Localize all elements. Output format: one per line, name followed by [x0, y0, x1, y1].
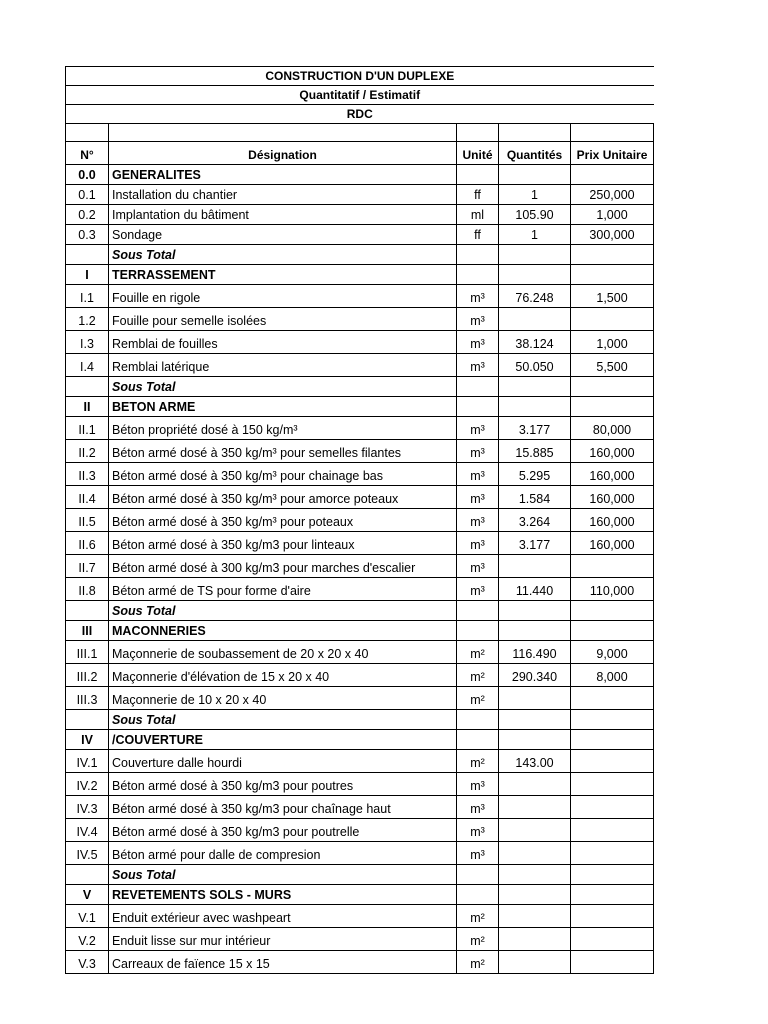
row-designation: Béton armé dosé à 350 kg/m³ pour semelles filantes	[109, 440, 457, 463]
row-unit-price	[571, 730, 654, 750]
table-row	[66, 664, 654, 687]
table-row	[66, 928, 654, 951]
table-row	[66, 463, 654, 486]
row-designation: Béton armé de TS pour forme d'aire	[109, 578, 457, 601]
row-unit-price	[571, 773, 654, 796]
table-row	[66, 819, 654, 842]
row-number: III	[66, 621, 109, 641]
row-number: IV.1	[66, 750, 109, 773]
row-unit: m³	[457, 532, 499, 555]
header-num: N°	[66, 142, 109, 165]
row-unit	[457, 621, 499, 641]
document-title: CONSTRUCTION D'UN DUPLEXE	[66, 67, 654, 86]
row-unit-price: 300,000	[571, 225, 654, 245]
row-unit: m³	[457, 354, 499, 377]
row-number: IV.4	[66, 819, 109, 842]
row-designation: Béton propriété dosé à 150 kg/m³	[109, 417, 457, 440]
row-unit-price	[571, 397, 654, 417]
row-unit-price: 1,000	[571, 331, 654, 354]
row-designation: Sous Total	[109, 377, 457, 397]
row-number: 0.3	[66, 225, 109, 245]
row-unit: m³	[457, 555, 499, 578]
row-unit-price: 1,500	[571, 285, 654, 308]
row-quantity: 5.295	[499, 463, 571, 486]
row-number	[66, 710, 109, 730]
section-row	[66, 621, 654, 641]
row-quantity	[499, 601, 571, 621]
row-number: 0.1	[66, 185, 109, 205]
row-quantity: 290.340	[499, 664, 571, 687]
row-unit: m³	[457, 819, 499, 842]
row-designation: Maçonnerie de 10 x 20 x 40	[109, 687, 457, 710]
row-unit-price	[571, 905, 654, 928]
table-row	[66, 905, 654, 928]
row-unit	[457, 730, 499, 750]
row-unit	[457, 245, 499, 265]
row-designation: Enduit lisse sur mur intérieur	[109, 928, 457, 951]
table-row	[66, 750, 654, 773]
row-quantity: 1.584	[499, 486, 571, 509]
row-designation: GENERALITES	[109, 165, 457, 185]
row-designation: Béton armé dosé à 350 kg/m3 pour linteaux	[109, 532, 457, 555]
row-quantity	[499, 951, 571, 974]
row-unit-price: 80,000	[571, 417, 654, 440]
row-number: III.2	[66, 664, 109, 687]
row-number: IV	[66, 730, 109, 750]
row-quantity	[499, 621, 571, 641]
row-quantity	[499, 885, 571, 905]
row-unit-price	[571, 842, 654, 865]
row-unit-price	[571, 555, 654, 578]
row-designation: Béton armé dosé à 350 kg/m³ pour chainage bas	[109, 463, 457, 486]
row-quantity: 3.177	[499, 532, 571, 555]
row-unit: m²	[457, 905, 499, 928]
row-designation: /COUVERTURE	[109, 730, 457, 750]
row-quantity: 76.248	[499, 285, 571, 308]
row-unit-price: 160,000	[571, 532, 654, 555]
row-quantity: 50.050	[499, 354, 571, 377]
table-row	[66, 687, 654, 710]
row-unit-price: 9,000	[571, 641, 654, 664]
row-quantity: 15.885	[499, 440, 571, 463]
row-unit: m³	[457, 463, 499, 486]
row-number: III.3	[66, 687, 109, 710]
row-quantity	[499, 773, 571, 796]
row-designation: Fouille en rigole	[109, 285, 457, 308]
row-number: 0.2	[66, 205, 109, 225]
row-number: II.2	[66, 440, 109, 463]
row-designation: Installation du chantier	[109, 185, 457, 205]
header-designation: Désignation	[109, 142, 457, 165]
row-unit-price	[571, 601, 654, 621]
row-unit: ff	[457, 225, 499, 245]
table-row	[66, 331, 654, 354]
document-level: RDC	[66, 105, 654, 124]
blank-cell	[109, 124, 457, 142]
table-row	[66, 796, 654, 819]
row-designation: Sous Total	[109, 245, 457, 265]
table-row	[66, 532, 654, 555]
row-designation: Remblai latérique	[109, 354, 457, 377]
row-unit: m³	[457, 578, 499, 601]
section-row	[66, 885, 654, 905]
row-designation: Implantation du bâtiment	[109, 205, 457, 225]
row-unit: m³	[457, 417, 499, 440]
row-unit	[457, 377, 499, 397]
row-number	[66, 245, 109, 265]
row-number: II.3	[66, 463, 109, 486]
row-quantity	[499, 397, 571, 417]
row-quantity	[499, 730, 571, 750]
row-number: IV.5	[66, 842, 109, 865]
row-unit-price	[571, 928, 654, 951]
row-designation: Béton armé pour dalle de compresion	[109, 842, 457, 865]
row-unit-price: 160,000	[571, 509, 654, 532]
row-unit: m³	[457, 440, 499, 463]
row-number: II	[66, 397, 109, 417]
table-row	[66, 308, 654, 331]
row-unit: m³	[457, 509, 499, 532]
row-number: 0.0	[66, 165, 109, 185]
row-number: II.1	[66, 417, 109, 440]
table-row	[66, 486, 654, 509]
subtotal-row	[66, 245, 654, 265]
row-number: V	[66, 885, 109, 905]
row-number: III.1	[66, 641, 109, 664]
row-unit-price: 5,500	[571, 354, 654, 377]
row-unit-price	[571, 951, 654, 974]
row-quantity	[499, 245, 571, 265]
blank-row	[66, 124, 654, 142]
row-number: V.1	[66, 905, 109, 928]
row-designation: Enduit extérieur avec washpeart	[109, 905, 457, 928]
row-quantity	[499, 842, 571, 865]
row-quantity	[499, 796, 571, 819]
section-row	[66, 265, 654, 285]
row-unit	[457, 710, 499, 730]
row-number: II.4	[66, 486, 109, 509]
row-unit: m³	[457, 842, 499, 865]
row-designation: Béton armé dosé à 300 kg/m3 pour marches d'escalier	[109, 555, 457, 578]
row-quantity	[499, 687, 571, 710]
row-unit	[457, 601, 499, 621]
row-designation: MACONNERIES	[109, 621, 457, 641]
row-quantity	[499, 377, 571, 397]
table-row	[66, 285, 654, 308]
row-number: I.4	[66, 354, 109, 377]
row-number	[66, 601, 109, 621]
row-quantity	[499, 905, 571, 928]
row-unit-price: 1,000	[571, 205, 654, 225]
row-quantity: 116.490	[499, 641, 571, 664]
table-row	[66, 185, 654, 205]
row-designation: Remblai de fouilles	[109, 331, 457, 354]
row-designation: TERRASSEMENT	[109, 265, 457, 285]
row-unit-price	[571, 865, 654, 885]
blank-cell	[66, 124, 109, 142]
row-designation: Fouille pour semelle isolées	[109, 308, 457, 331]
row-quantity	[499, 555, 571, 578]
row-designation: Béton armé dosé à 350 kg/m3 pour poutrelle	[109, 819, 457, 842]
row-unit-price	[571, 750, 654, 773]
subtotal-row	[66, 601, 654, 621]
row-unit-price	[571, 308, 654, 331]
row-designation: BETON ARME	[109, 397, 457, 417]
row-unit-price: 160,000	[571, 440, 654, 463]
section-row	[66, 730, 654, 750]
row-unit-price: 110,000	[571, 578, 654, 601]
row-number: I.1	[66, 285, 109, 308]
row-unit-price	[571, 885, 654, 905]
row-unit: m²	[457, 951, 499, 974]
estimate-table	[65, 66, 654, 974]
row-designation: Béton armé dosé à 350 kg/m3 pour poutres	[109, 773, 457, 796]
header-unit-price: Prix Unitaire	[571, 142, 654, 165]
row-unit	[457, 265, 499, 285]
row-designation: Sous Total	[109, 865, 457, 885]
row-designation: Béton armé dosé à 350 kg/m³ pour amorce poteaux	[109, 486, 457, 509]
table-row	[66, 354, 654, 377]
row-quantity: 11.440	[499, 578, 571, 601]
row-unit-price: 160,000	[571, 463, 654, 486]
row-number: IV.2	[66, 773, 109, 796]
row-quantity: 38.124	[499, 331, 571, 354]
table-row	[66, 578, 654, 601]
row-unit: m²	[457, 664, 499, 687]
row-unit: m²	[457, 750, 499, 773]
row-designation: Sous Total	[109, 601, 457, 621]
section-row	[66, 165, 654, 185]
header-quantity: Quantités	[499, 142, 571, 165]
row-quantity: 3.177	[499, 417, 571, 440]
row-unit-price: 250,000	[571, 185, 654, 205]
table-row	[66, 440, 654, 463]
table-row	[66, 555, 654, 578]
row-unit: m³	[457, 331, 499, 354]
row-unit: m²	[457, 687, 499, 710]
row-quantity: 143.00	[499, 750, 571, 773]
row-unit-price	[571, 710, 654, 730]
row-quantity	[499, 928, 571, 951]
row-unit-price	[571, 621, 654, 641]
row-number	[66, 377, 109, 397]
row-quantity: 1	[499, 225, 571, 245]
section-row	[66, 397, 654, 417]
row-designation: Béton armé dosé à 350 kg/m³ pour poteaux	[109, 509, 457, 532]
row-designation: Sous Total	[109, 710, 457, 730]
row-number: II.6	[66, 532, 109, 555]
blank-cell	[571, 124, 654, 142]
row-number: I.3	[66, 331, 109, 354]
table-row	[66, 641, 654, 664]
row-quantity	[499, 308, 571, 331]
row-designation: Maçonnerie de soubassement de 20 x 20 x 40	[109, 641, 457, 664]
row-unit-price	[571, 265, 654, 285]
row-quantity: 105.90	[499, 205, 571, 225]
row-quantity	[499, 165, 571, 185]
table-row	[66, 417, 654, 440]
row-quantity	[499, 865, 571, 885]
row-number: II.7	[66, 555, 109, 578]
row-unit-price: 160,000	[571, 486, 654, 509]
row-number: IV.3	[66, 796, 109, 819]
table-row	[66, 773, 654, 796]
document-subtitle: Quantitatif / Estimatif	[66, 86, 654, 105]
row-unit: m³	[457, 285, 499, 308]
row-quantity: 3.264	[499, 509, 571, 532]
header-unit: Unité	[457, 142, 499, 165]
row-unit-price	[571, 245, 654, 265]
row-quantity	[499, 819, 571, 842]
table-row	[66, 205, 654, 225]
row-designation: Maçonnerie d'élévation de 15 x 20 x 40	[109, 664, 457, 687]
row-number: 1.2	[66, 308, 109, 331]
header-row	[66, 142, 654, 165]
row-unit	[457, 165, 499, 185]
row-unit: m²	[457, 928, 499, 951]
row-unit: ff	[457, 185, 499, 205]
row-unit	[457, 885, 499, 905]
row-unit: m³	[457, 308, 499, 331]
table-row	[66, 225, 654, 245]
row-quantity	[499, 710, 571, 730]
row-designation: Béton armé dosé à 350 kg/m3 pour chaînage haut	[109, 796, 457, 819]
row-quantity: 1	[499, 185, 571, 205]
row-designation: Sondage	[109, 225, 457, 245]
row-number: I	[66, 265, 109, 285]
row-unit-price	[571, 165, 654, 185]
subtotal-row	[66, 865, 654, 885]
row-unit: m²	[457, 641, 499, 664]
row-quantity	[499, 265, 571, 285]
table-row	[66, 509, 654, 532]
row-unit-price	[571, 796, 654, 819]
blank-cell	[457, 124, 499, 142]
row-unit-price: 8,000	[571, 664, 654, 687]
row-designation: REVETEMENTS SOLS - MURS	[109, 885, 457, 905]
row-unit-price	[571, 377, 654, 397]
row-designation: Couverture dalle hourdi	[109, 750, 457, 773]
subtotal-row	[66, 377, 654, 397]
row-unit: m³	[457, 773, 499, 796]
row-number: II.5	[66, 509, 109, 532]
blank-cell	[499, 124, 571, 142]
table-row	[66, 842, 654, 865]
row-number: II.8	[66, 578, 109, 601]
row-number: V.2	[66, 928, 109, 951]
row-unit: m³	[457, 486, 499, 509]
row-unit: m³	[457, 796, 499, 819]
row-number	[66, 865, 109, 885]
row-unit-price	[571, 687, 654, 710]
table-row	[66, 951, 654, 974]
row-unit: ml	[457, 205, 499, 225]
row-unit-price	[571, 819, 654, 842]
row-unit	[457, 397, 499, 417]
row-designation: Carreaux de faïence 15 x 15	[109, 951, 457, 974]
row-unit	[457, 865, 499, 885]
row-number: V.3	[66, 951, 109, 974]
subtotal-row	[66, 710, 654, 730]
